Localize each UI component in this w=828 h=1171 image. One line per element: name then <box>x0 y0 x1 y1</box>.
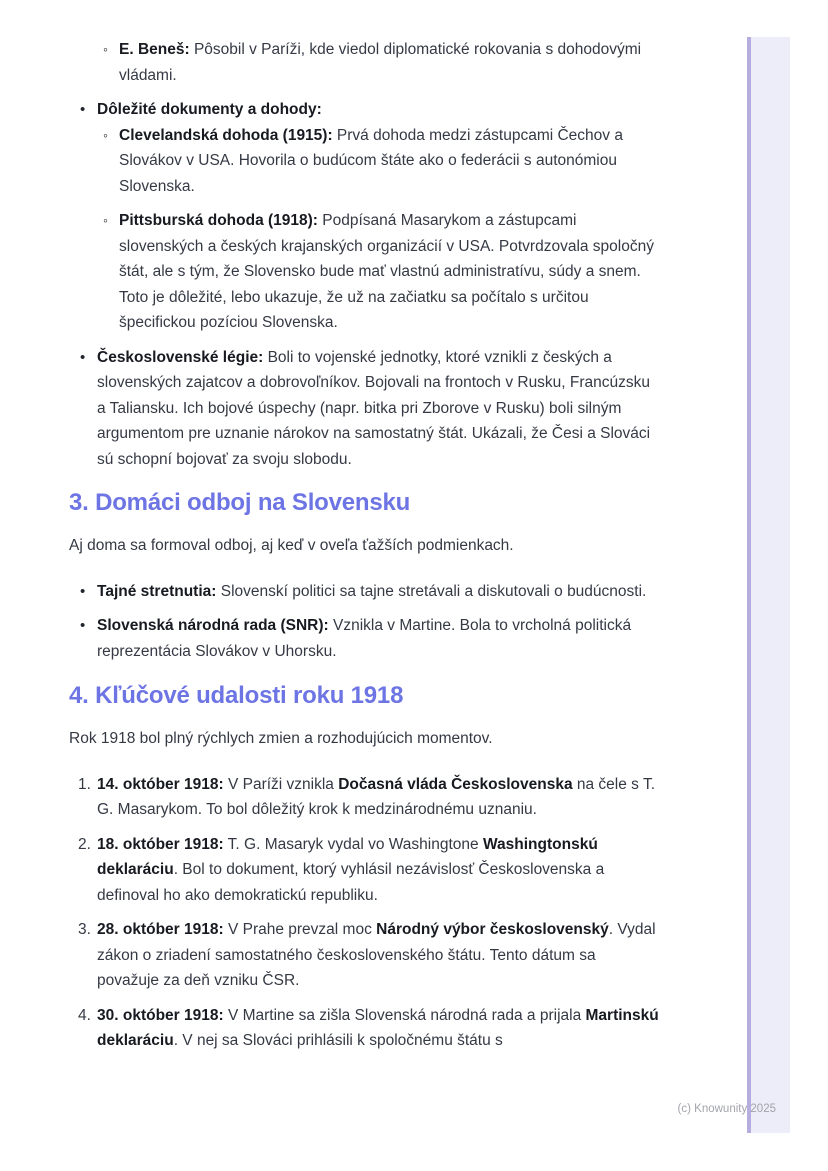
disc-bullet-icon: • <box>80 617 86 634</box>
disc-bullet-icon: • <box>80 582 86 600</box>
list-item-text: 18. október 1918: T. G. Masaryk vydal vo Washingtone Washingtonskú deklaráciu. Bol to dokument, ktorý vyhlásil nezávislosť Československa a definoval ho ako demokratickú republiku. <box>97 835 605 904</box>
list-item-benes <box>69 37 661 88</box>
numbered-item-4 <box>69 1003 661 1054</box>
list-number: 1. <box>78 775 91 793</box>
list-item-text: Slovenská národná rada (SNR): Vznikla v Martine. Bola to vrcholná politická reprezentácia Slovákov v Uhorsku. <box>97 617 632 660</box>
numbered-item-2 <box>69 832 661 909</box>
list-item-text: Pittsburská dohoda (1918): Podpísaná Masarykom a zástupcami slovenských a českých krajanských organizácií v USA. Potvrdzovala spoločný štát, ale s tým, že Slovensko bude mať vlastnú administratívu, súdy a snem. Toto je dôležité, lebo ukazuje, že už na začiatku sa počítalo s určitou špecifickou pozíciou Slovenska. <box>119 212 654 331</box>
circle-bullet-icon: ◦ <box>103 126 108 143</box>
disc-bullet-icon: • <box>80 101 86 118</box>
list-number: 2. <box>78 835 91 853</box>
circle-bullet-icon: ◦ <box>103 212 108 228</box>
list-item-text: Tajné stretnutia: Slovenskí politici sa tajne stretávali a diskutovali o budúcnosti. <box>97 582 647 600</box>
list-number: 3. <box>78 921 91 938</box>
list-item-text: Dôležité dokumenty a dohody: <box>97 101 322 118</box>
document-content <box>69 37 661 1054</box>
list-number: 4. <box>78 1006 91 1024</box>
list-item-text: Clevelandská dohoda (1915): Prvá dohoda medzi zástupcami Čechov a Slovákov v USA. Hovorila o budúcom štáte ako o federácii s autonómiou Slovenska. <box>119 126 623 195</box>
list-item-text: E. Beneš: Pôsobil v Paríži, kde viedol diplomatické rokovania s dohodovými vládami. <box>119 41 642 84</box>
circle-bullet-icon: ◦ <box>103 41 108 57</box>
section-4-intro: Rok 1918 bol plný rýchlych zmien a rozhodujúcich momentov. <box>69 730 493 747</box>
numbered-item-3 <box>69 917 661 994</box>
list-item-text: 28. október 1918: V Prahe prevzal moc Národný výbor československý. Vydal zákon o zriadení samostatného československého štátu. Tento dátum sa považuje za deň vzniku ČSR. <box>97 921 656 989</box>
list-item-tajne-stretnutia <box>69 579 661 605</box>
list-item-text: 14. október 1918: V Paríži vznikla Dočasná vláda Československa na čele s T. G. Masarykom. To bol dôležitý krok k medzinárodnému uznaniu. <box>97 775 656 818</box>
heading-section-3: 3. Domáci odboj na Slovensku <box>69 489 411 516</box>
numbered-item-1 <box>69 772 661 823</box>
footer-credit: (c) Knowunity 2025 <box>677 1103 776 1115</box>
disc-bullet-icon: • <box>80 348 86 366</box>
list-item-text: Československé légie: Boli to vojenské jednotky, ktoré vznikli z českých a slovenských zajatcov a dobrovoľníkov. Bojovali na frontoch v Rusku, Francúzsku a Taliansku. Ich bojové úspechy (napr. bitka pri Zborove v Rusku) boli silným argumentom pre uznanie nárokov na samostatný štát. Ukázali, že Česi a Slováci sú schopní bojovať za svoju slobodu. <box>97 348 651 468</box>
section-3-intro: Aj doma sa formoval odboj, aj keď v oveľa ťažších podmienkach. <box>69 537 514 554</box>
list-item-snr <box>69 613 661 664</box>
sublist-dohody <box>69 123 661 336</box>
page-edge-stripe <box>747 37 790 1133</box>
list-item-pittsburska-dohoda <box>69 208 661 336</box>
list-item-legie <box>69 345 661 473</box>
heading-section-4: 4. Kľúčové udalosti roku 1918 <box>69 682 404 709</box>
list-item-clevelandska-dohoda <box>69 123 661 200</box>
list-item-text: 30. október 1918: V Martine sa zišla Slovenská národná rada a prijala Martinskú deklaráciu. V nej sa Slováci prihlásili k spoločnému štátu s <box>97 1006 659 1049</box>
list-item-dokumenty <box>69 97 661 123</box>
section-3-list <box>69 579 661 665</box>
section-4-numbered-list <box>69 772 661 1054</box>
